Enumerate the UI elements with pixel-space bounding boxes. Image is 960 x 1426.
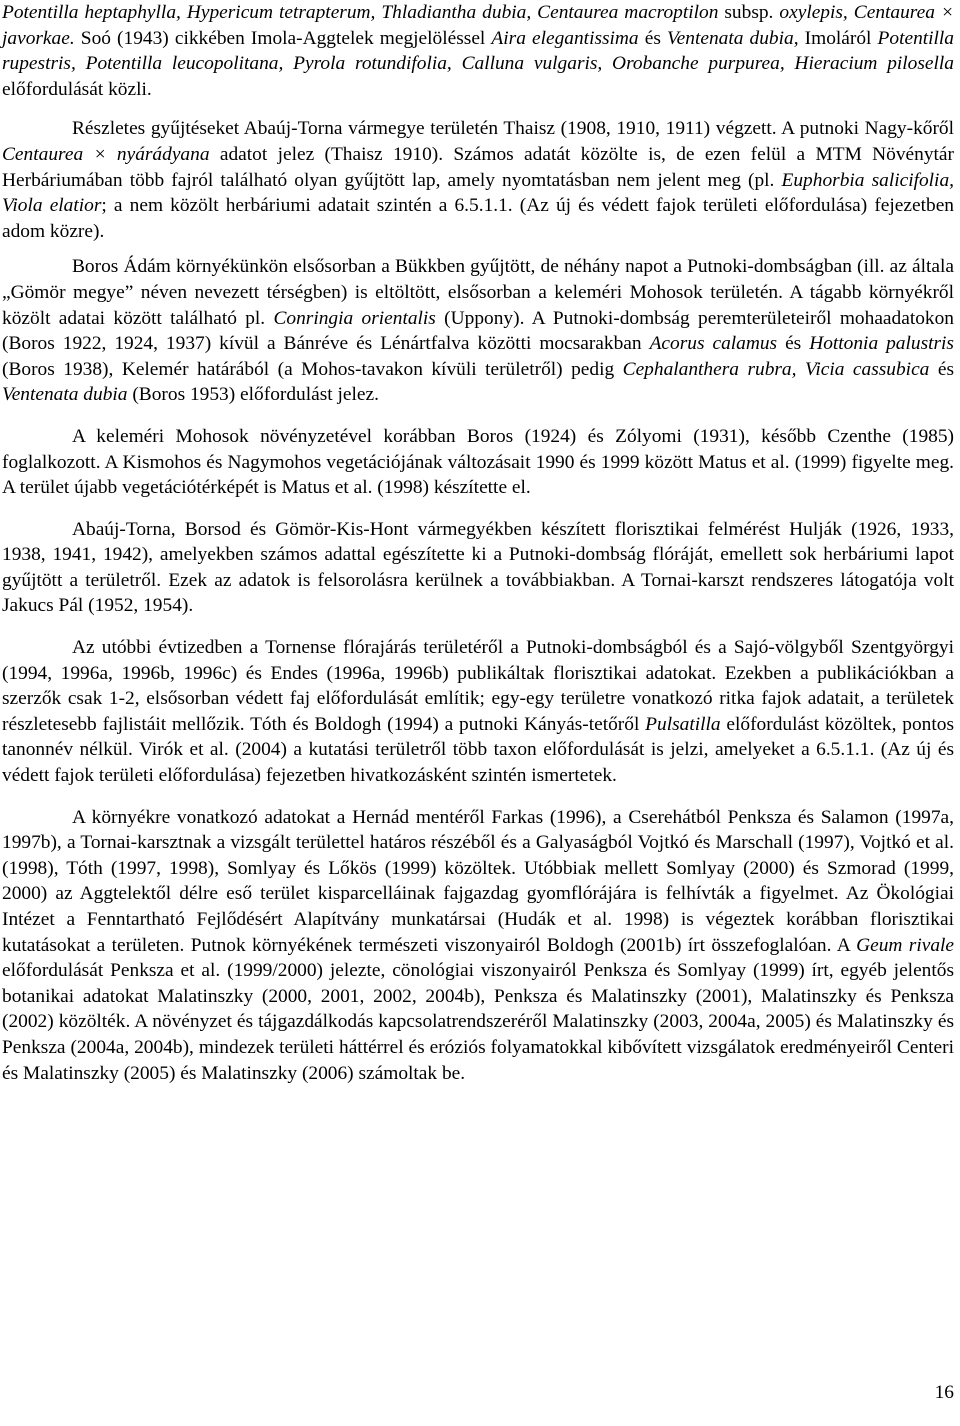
document-page [2, 0, 954, 1102]
text-run: előfordulást közöltek, pontos tanonnév nélkül. Virók et al. (2004) a kutatási területről több taxon előfordulását is jelzi, amelyeket a 6.5.1.1. (Az új és védett fajok területi előfordulása) fejezetben hivatkozásként szintén ismertetek. [2, 713, 954, 787]
paragraph-7 [2, 805, 954, 1087]
text-run: előfordulását közli. [2, 78, 152, 100]
text-run: (Boros 1953) előfordulást jelez. [127, 384, 379, 406]
italic-run: oxylepis, Centaurea × javorkae. [2, 2, 954, 49]
italic-run: Geum rivale [856, 934, 955, 956]
italic-run: Aira elegantissima [491, 27, 639, 49]
page-number: 16 [934, 1382, 954, 1403]
text-run: Boros Ádám környékünkön elsősorban a Bükkben gyűjtött, de néhány napot a Putnoki-dombságban (ill. az általa „Gömör megye” néven nevezett térségben) is eltöltött, elsősorban a keleméri Mohosok területén. A tágabb környékről közölt adatai között található pl. [2, 256, 954, 329]
paragraph-3 [2, 254, 954, 408]
italic-run: Acorus calamus [649, 333, 778, 355]
text-run: Abaúj-Torna, Borsod és Gömör-Kis-Hont vármegyékben készített florisztikai felmérést Hulják (1926, 1933, 1938, 1941, 1942), amelyekben számos adattal egészítette ki a Putnoki-dombság flóráját, emellett sok herbáriumi lapot gyűjtött a területről. Ezek az adatok is felsorolásra kerülnek a továbbiakban. A Tornai-karszt rendszeres látogatója volt Jakucs Pál (1952, 1954). [2, 518, 954, 617]
paragraph-4 [2, 424, 954, 501]
text-run: és [929, 358, 954, 380]
italic-run: Hottonia palustris [809, 333, 954, 355]
text-run: subsp. [718, 2, 780, 23]
italic-run: Centaurea × nyárádyana [2, 143, 210, 165]
text-run: és [777, 333, 810, 355]
paragraph-1 [2, 0, 954, 102]
paragraph-2 [2, 116, 954, 244]
text-run: A keleméri Mohosok növényzetével korábban Boros (1924) és Zólyomi (1931), később Czenthe (1985) foglalkozott. A Kismohos és Nagymohos vegetációjának változásait 1990 és 1999 között Matus et al. (1999) figyelte meg. A terület újabb vegetációtérképét is Matus et al. (1998) készítette el. [2, 425, 954, 499]
text-run: ; a nem közölt herbáriumi adatait szintén a 6.5.1.1. (Az új és védett fajok területi előfordulása) fejezetben adom közre). [2, 195, 955, 242]
italic-run: Euphorbia salicifolia, Viola elatior [2, 169, 954, 217]
italic-run: Cephalanthera rubra, Vicia cassubica [622, 358, 930, 380]
italic-run: Potentilla heptaphylla, Hypericum tetrapterum, Thladiantha dubia, Centaurea macroptilon [2, 2, 719, 23]
text-run: adatot jelez (Thaisz 1910). Számos adatát közölte is, de ezen felül a MTM Növénytár Herbáriumában több fajról található olyan gyűjtött lap, amely nyomtatásban nem jelent meg (pl. [2, 143, 954, 191]
text-run: Az utóbbi évtizedben a Tornense flórajárás területéről a Putnoki-dombságból és a Sajó-völgyből Szentgyörgyi (1994, 1996a, 1996b, 1996c) és Endes (1996a, 1996b) publikáltak florisztikai adatokat. Ezekben a publikációkban a szerzők csak 1-2, elsősorban védett faj előfordulását említik; egy-egy területre vonatkozó ritka fajok adatait, a területek részletesebb fajlistáit mellőzik. Tóth és Boldogh (1994) a putnoki Kányás-tetőről [2, 637, 954, 735]
text-run: (Uppony). A Putnoki-dombság peremterületeiről mohaadatokon (Boros 1922, 1924, 1937) kívül a Bánréve és Lénártfalva közötti mocsarakban [2, 307, 954, 355]
italic-run: Conringia orientalis [273, 307, 436, 329]
italic-run: Ventenata dubia [666, 27, 794, 49]
paragraph-5 [2, 517, 954, 619]
italic-run: Ventenata dubia [2, 384, 128, 406]
text-run: Soó (1943) cikkében Imola-Aggtelek megjelöléssel [74, 27, 492, 49]
text-run: előfordulását Penksza et al. (1999/2000) jelezte, cönológiai viszonyairól Penksza és Somlyay (1999) írt, egyéb jelentős botanikai adatokat Malatinszky (2000, 2001, 2002, 2004b), Penksza és Malatinszky (2001), Malatinszky és Penksza (2002) közölték. A növényzet és tájgazdálkodás kapcsolatrendszeréről Malatinszky (2003, 2004a, 2005) és Malatinszky és Penksza (2004a, 2004b), mindezek területi háttérrel és eróziós folyamatokkal kibővített vizsgálatok eredményeiről Centeri és Malatinszky (2005) és Malatinszky (2006) számoltak be. [2, 960, 954, 1084]
text-run: és [638, 27, 667, 49]
text-run: , Imoláról [793, 27, 878, 49]
text-run: Részletes gyűjtéseket Abaúj-Torna vármegye területén Thaisz (1908, 1910, 1911) végzett. A putnoki Nagy-kőről [72, 118, 954, 140]
italic-run: Potentilla rupestris, Potentilla leucopolitana, Pyrola rotundifolia, Calluna vulgaris, Orobanche purpurea, Hieracium pilosella [2, 27, 955, 75]
italic-run: Pulsatilla [645, 713, 721, 735]
text-run: A környékre vonatkozó adatokat a Hernád mentéről Farkas (1996), a Cserehátból Penksza és Salamon (1997a, 1997b), a Tornai-karsztnak a vizsgált területtel határos részéből és a Galyaságból Vojtkó és Marschall (1997), Vojtkó et al. (1998), Tóth (1997, 1998), Somlyay és Lőkös (1999) közöltek. Utóbbiak mellett Somlyay (2000) és Szmorad (1999, 2000) az Aggtelektől délre eső terület kisparcelláinak fajgazdag gyomflórájára is felhívták a figyelmet. Az Ökológiai Intézet a Fenntartható Fejlődésért Alapítvány munkatársai (Hudák et al. 1998) is végeztek korábban florisztikai kutatásokat a területen. Putnok környékének természeti viszonyairól Boldogh (2001b) írt összefoglalóan. A [2, 806, 954, 956]
paragraph-6 [2, 635, 954, 789]
text-run: (Boros 1938), Kelemér határából (a Mohos-tavakon kívüli területről) pedig [2, 358, 623, 380]
